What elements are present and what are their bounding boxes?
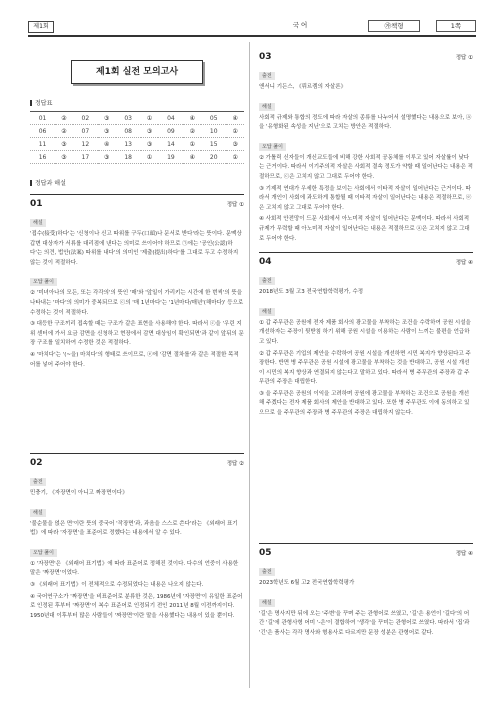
chulcheo-label: 출전: [259, 72, 275, 80]
odap-label: 오답 풀이: [30, 549, 57, 557]
answer-question-number: 06: [30, 125, 55, 138]
answer-question-number: 07: [73, 125, 98, 138]
answer-question-number: 08: [116, 125, 141, 138]
question-number: 05: [259, 548, 272, 558]
explanation-item: ② 갑 주무관은 기업의 제안을 수락하여 공원 시설을 개선하면 시민 복지가 향상된다고 주장한다. 반면 병 주무관은 공원 시설에 광고물을 부착하는 것을 반대하고, 공원 시설 개선이 시민의 복지 향상과 연결되지 않는다고 말하고 있다. 따라서 병 주무관의 주장과 갑 주무관의 주장은 대립한다.: [259, 350, 471, 386]
answer-question-number: 03: [116, 112, 141, 125]
odap-item: ③ 《외래어 표기법》이 전체적으로 수정되었다는 내용은 나오지 않는다.: [30, 581, 204, 588]
answer-question-number: 10: [201, 125, 226, 138]
answer-question-number: 09: [158, 125, 183, 138]
left-column: [30, 44, 244, 370]
chulcheo-label: 출전: [259, 568, 275, 576]
answer-choice: ①: [226, 125, 244, 138]
right-column-lower: [259, 536, 473, 638]
answer-choice: ④: [98, 138, 116, 151]
odap-item: ② '미녀아나의 모든, 또는 각각의'의 뜻인 '매'와 '앞일이 가리키는 시간에 한 번씩'의 뜻을 나타내는 '마다'의 의미가 중복되므로 ⓒ의 '매 1년마다'는 '1년마다/매년'(해마다)' 등으로 수정하는 것이 적절하다.: [30, 290, 244, 316]
answer-choice: ④: [183, 112, 201, 125]
question-03-header: [259, 48, 473, 62]
source-text: 2023학년도 6월 고2 전국연합학력평가: [259, 580, 355, 586]
question-answer: 정답 ④: [455, 260, 473, 267]
answer-choice: ④: [183, 151, 201, 164]
explanation-item: ③ 을 주무관은 공원의 이익을 고려하며 공원에 광고물을 부착하는 조건으로 공원을 개선해 주겠다는 전자 제품 회사의 제안을 반대하고 있다. 또한 병 주무관도 이에 동의하고 있으므로 을 주무관의 주장과 병 주무관의 주장은 대립하지 않는다.: [259, 390, 470, 417]
question-02-header: [30, 453, 244, 468]
question-answer: 정답 ①: [455, 55, 473, 61]
answer-choice: ①: [141, 112, 159, 125]
answer-table: [30, 111, 244, 164]
question-answer: 정답 ②: [226, 461, 244, 467]
answer-question-number: 16: [30, 151, 55, 164]
haeseol-label: 해설: [259, 599, 275, 607]
question-05-header: [259, 543, 473, 558]
answer-choice: ③: [98, 151, 116, 164]
odap-item: ① '자장면'은 《외래어 표기법》에 따라 표준어로 정해진 것이다. 다수의 언중이 사용한 말은 '짜장면'이었다.: [30, 560, 239, 577]
page-header: [28, 20, 476, 34]
answer-question-number: 01: [30, 112, 55, 125]
book-type: ㉮책형: [368, 20, 420, 32]
left-column-lower: [30, 446, 244, 621]
answer-choice: ③: [141, 125, 159, 138]
answer-question-number: 19: [158, 151, 183, 164]
source-text: 앤서니 기든스, 《뤼르켐의 자살론》: [259, 84, 347, 90]
explanation-text: '접수(接受)하다'는 '신청이나 신고 따위를 구두(口頭)나 문서로 받다'라는 뜻이다. 문맥상 갑변 대상자가 서류를 대리점에 낸다는 의미로 쓰이어야 하므로 ㉠에는 '공인(公認)하다'는 의견, 법안(法案) 따위를 내다'의 의미인 '제출(提出)하다'를 그대로 두고 수정하지 않는 것이 적절하다.: [30, 231, 242, 266]
answer-choice: ①: [226, 151, 244, 164]
answer-choice: ③: [141, 138, 159, 151]
answer-choice: ④: [226, 112, 244, 125]
answer-choice: ③: [98, 125, 116, 138]
question-01-header: [30, 194, 244, 209]
haeseol-label: 해설: [259, 308, 275, 316]
answer-question-number: 05: [201, 112, 226, 125]
explain-title: 정답과 해설: [30, 178, 244, 187]
header-rule: [28, 35, 476, 37]
question-number: 04: [259, 257, 272, 268]
answer-question-number: 02: [73, 112, 98, 125]
question-number: 03: [259, 52, 272, 62]
answer-choice: ③: [226, 138, 244, 151]
odap-label: 오답 풀이: [30, 278, 57, 286]
answer-question-number: 15: [201, 138, 226, 151]
answer-question-number: 18: [116, 151, 141, 164]
answer-question-number: 17: [73, 151, 98, 164]
source-text: 민충기, 《자장면이 아니고 짜장면이다》: [30, 490, 128, 496]
explanation-text: 사회적 규제와 통합의 정도에 따라 자살의 종류를 나누어서 설명했다는 내용으로 보아, ⓐ을 '유형화된 속성을 지닌'으로 고치는 방안은 적절하다.: [259, 114, 472, 131]
answer-choice: ①: [183, 138, 201, 151]
answer-row: [30, 125, 244, 138]
answer-table-title: 정답표: [30, 98, 244, 107]
odap-item: ③ 기제적 연대가 우세한 특정을 보이는 사회에서 이타적 자살이 일어난다는 근거이다. 따라서 개인이 사회에 과도하게 통합될 때 이타적 자살이 일어난다는 내용은 적절하므로, ⓔ은 고치지 않고 그대로 두어야 한다.: [259, 185, 472, 211]
exam-title: 제1회 실전 모의고사: [71, 60, 203, 84]
answer-choice: ①: [141, 151, 159, 164]
answer-row: [30, 151, 244, 164]
odap-item: ② 가톨릭 신자들이 개신교도들에 비해 강한 사회적 공동체를 이루고 있어 자살률이 낮다는 근거이다. 따라서 이기주의적 자살은 사회적 결속 정도가 약할 때 일어난다는 내용은 적절하므로, ⓒ은 고치지 않고 그대로 두어야 한다.: [259, 154, 473, 180]
question-number: 01: [30, 199, 43, 209]
answer-question-number: 14: [158, 138, 183, 151]
source-text: 2018년도 3월 고3 전국연합학력평가, 수정: [259, 289, 364, 296]
chulcheo-label: 출전: [30, 478, 46, 486]
odap-item: ④ '마치다'는 '(~을) 마치다'의 형태로 쓰이므로, ⓔ에 '감면 절차를'과 같은 적절한 목적어를 넣어 주어야 한다.: [30, 351, 239, 368]
question-answer: 정답 ①: [226, 202, 244, 208]
answer-choice: ③: [55, 138, 73, 151]
answer-question-number: 11: [30, 138, 55, 151]
explanation-text: '길'은 명사지만 뒤에 오는 '주변'을 꾸며 주는 관형어로 쓰였고, '길'은 용언이 '길다'의 어간 '길'에 관형사형 어미 '-은'이 결합하여 '생각'을 꾸미는 관형어로 쓰였다. 따라서 '집'과 '긴'은 품사는 각각 명사와 형용사로 다르지만 문장 성분은 관형어로 같다.: [259, 610, 470, 636]
explanation-text: '불순물을 얹은 면'이란 뜻의 중국어 '작장면'과, 과음을 스스로 쓴다'라는 《외래어 표기법》에 따라 '자장면'을 표준어로 정했다는 내용에서 알 수 있다.: [30, 520, 238, 537]
answer-question-number: 13: [116, 138, 141, 151]
column-divider: [249, 42, 250, 688]
answer-row: [30, 112, 244, 125]
answer-choice: ②: [55, 112, 73, 125]
chulcheo-label: 출전: [259, 277, 275, 285]
answer-question-number: 12: [73, 138, 98, 151]
right-column: [259, 48, 473, 419]
answer-question-number: 04: [158, 112, 183, 125]
haeseol-label: 해설: [259, 103, 275, 111]
odap-item: ④ 국어연구소가 '짜장면'을 비표준어로 분류한 것은, 1986년에 '자장면'이 유일한 표준어로 인정된 후부터 '짜장면'이 복수 표준어로 인정되기 전인 2011년 8월 이전까지이다. 1950년대 이후부터 많은 사람들이 '짜장면'이란 말을 사용했다는 내용이 있을 뿐이다.: [30, 593, 243, 619]
question-number: 02: [30, 458, 43, 468]
answer-question-number: 20: [201, 151, 226, 164]
page-number: 1쪽: [436, 20, 476, 32]
explanation-item: ① 갑 주무관은 공원에 전자 제품 회사의 광고물을 부착하는 조건을 수락하여 공원 시설을 개선하자는 주장이 뒷받침 하기 위해 공원 시설을 이용하는 사람이 느끼는 불편을 언급하고 있다.: [259, 319, 471, 345]
answer-row: [30, 138, 244, 151]
odap-item: ④ 사회적 안전망이 드문 사회에서 아노미적 자살이 일어난다는 문맥이다. 따라서 사회적 규제가 무력할 때 아노미적 자살이 일어난다는 내용은 적절하므로 ⓐ은 고치지 않고 그대로 두어야 한다.: [259, 216, 470, 242]
haeseol-label: 해설: [30, 509, 46, 517]
subject-title: 국 어: [292, 21, 308, 29]
odap-label: 오답 풀이: [259, 143, 286, 151]
answer-choice: ③: [98, 112, 116, 125]
question-answer: 정답 ④: [455, 551, 473, 557]
odap-item: ③ 대등한 구조끼리 접속할 때는 구조가 같은 표현을 사용해야 한다. 따라서 ⓒ을 '우린 지위 센터에 가서 요금 감면을 신청하고 현장에서 감면 대상임이 확인되면'과 같이 앞뒤의 문장 구조를 일치하여 수정한 것은 적절하다.: [30, 321, 244, 347]
haeseol-label: 해설: [30, 219, 46, 227]
answer-choice: ②: [183, 125, 201, 138]
round-tag: 제1회: [28, 21, 54, 33]
answer-choice: ③: [55, 151, 73, 164]
question-04-header: [259, 252, 473, 267]
answer-choice: ②: [55, 125, 73, 138]
